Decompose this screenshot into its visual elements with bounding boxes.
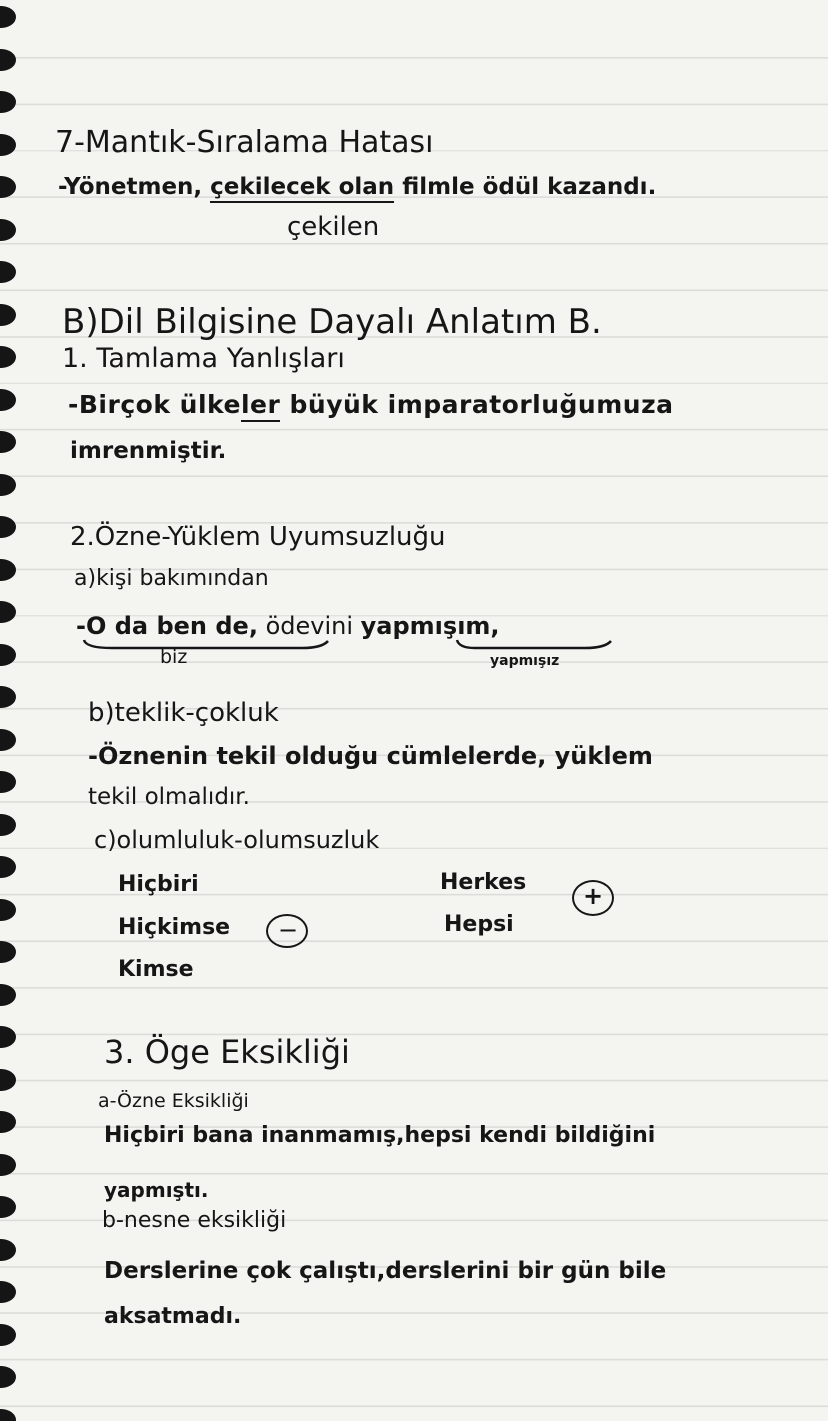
subsection-3-title: 3. Öge Eksikliği: [104, 1033, 350, 1071]
subsection-2a-example: [76, 614, 500, 638]
binding-hole: [0, 1196, 16, 1218]
verb-underline: [455, 638, 615, 654]
binding-hole: [0, 134, 16, 156]
underlined-phrase: çekilecek olan: [210, 174, 394, 203]
section-b-title: B)Dil Bilgisine Dayalı Anlatım B.: [62, 302, 602, 342]
binding-hole: [0, 431, 16, 453]
subsection-3b-example-line2: aksatmadı.: [104, 1304, 242, 1329]
subsection-2-title: 2.Özne-Yüklem Uyumsuzluğu: [70, 522, 446, 552]
subject-underline: [82, 638, 332, 654]
binding-hole: [0, 941, 16, 963]
subsection-2a-title: a)kişi bakımından: [74, 566, 269, 591]
example-text: ödevini: [265, 612, 354, 640]
subsection-1-example: [68, 392, 674, 417]
subsection-2b-example-line2: tekil olmalıdır.: [88, 784, 250, 810]
negative-word: Kimse: [118, 957, 194, 982]
subsection-1-example-line2: imrenmiştir.: [70, 438, 227, 464]
binding-hole: [0, 1069, 16, 1091]
plus-sign: +: [583, 882, 604, 910]
binding-hole: [0, 1026, 16, 1048]
binding-hole: [0, 771, 16, 793]
binding-hole: [0, 346, 16, 368]
minus-circle-icon: [266, 914, 308, 948]
binding-hole: [0, 559, 16, 581]
binding-hole: [0, 984, 16, 1006]
binding-hole: [0, 686, 16, 708]
binding-hole: [0, 176, 16, 198]
section-7-title: 7-Mantık-Sıralama Hatası: [55, 125, 434, 160]
example-text: -Birçok ülke: [68, 390, 241, 419]
positive-word: Herkes: [440, 870, 527, 895]
binding-hole: [0, 856, 16, 878]
subsection-3a-example-line2: yapmıştı.: [104, 1178, 209, 1202]
subsection-2b-example-line1: -Öznenin tekil olduğu cümlelerde, yüklem: [88, 742, 653, 770]
binding-hole: [0, 389, 16, 411]
note-yapmisiz: yapmışız: [490, 653, 560, 669]
section-7-correction: çekilen: [287, 212, 380, 242]
binding-hole: [0, 729, 16, 751]
binding-hole: [0, 6, 16, 28]
subsection-2b-title: b)teklik-çokluk: [88, 698, 279, 728]
binding-hole: [0, 474, 16, 496]
plus-circle-icon: [572, 880, 614, 916]
underlined-suffix: ler: [241, 390, 280, 422]
binding-hole: [0, 1154, 16, 1176]
example-text: filmle ödül kazandı.: [402, 174, 657, 200]
binding-hole: [0, 1281, 16, 1303]
binding-hole: [0, 304, 16, 326]
verb-phrase: yapmışım,: [360, 612, 500, 640]
note-biz: biz: [160, 646, 188, 668]
binding-hole: [0, 1409, 16, 1421]
positive-word: Hepsi: [444, 912, 514, 937]
binding-hole: [0, 49, 16, 71]
binding-hole: [0, 899, 16, 921]
subsection-1-title: 1. Tamlama Yanlışları: [62, 343, 345, 374]
subsection-3a-title: a-Özne Eksikliği: [98, 1090, 249, 1112]
subsection-3b-title: b-nesne eksikliği: [102, 1208, 287, 1233]
subsection-3b-example-line1: Derslerine çok çalıştı,derslerini bir gün bile: [104, 1258, 667, 1284]
dash: -: [76, 612, 86, 640]
example-text: büyük imparatorluğumuza: [289, 390, 674, 419]
binding-hole: [0, 516, 16, 538]
subsection-3a-example-line1: Hiçbiri bana inanmamış,hepsi kendi bildiğini: [104, 1123, 656, 1148]
example-text: -Yönetmen,: [58, 174, 203, 200]
binding-hole: [0, 814, 16, 836]
minus-sign: −: [278, 916, 299, 944]
binding-hole: [0, 644, 16, 666]
negative-word: Hiçbiri: [118, 872, 199, 897]
binding-hole: [0, 1366, 16, 1388]
binding-hole: [0, 601, 16, 623]
binding-hole: [0, 1111, 16, 1133]
binding-hole: [0, 261, 16, 283]
binding-hole: [0, 91, 16, 113]
subject-phrase: O da ben de,: [85, 612, 258, 640]
section-7-example: [58, 176, 656, 199]
binding-hole: [0, 1324, 16, 1346]
subsection-2c-title: c)olumluluk-olumsuzluk: [94, 826, 380, 854]
negative-word: Hiçkimse: [118, 915, 231, 940]
binding-hole: [0, 1239, 16, 1261]
spiral-binding: [0, 0, 40, 1421]
binding-hole: [0, 219, 16, 241]
